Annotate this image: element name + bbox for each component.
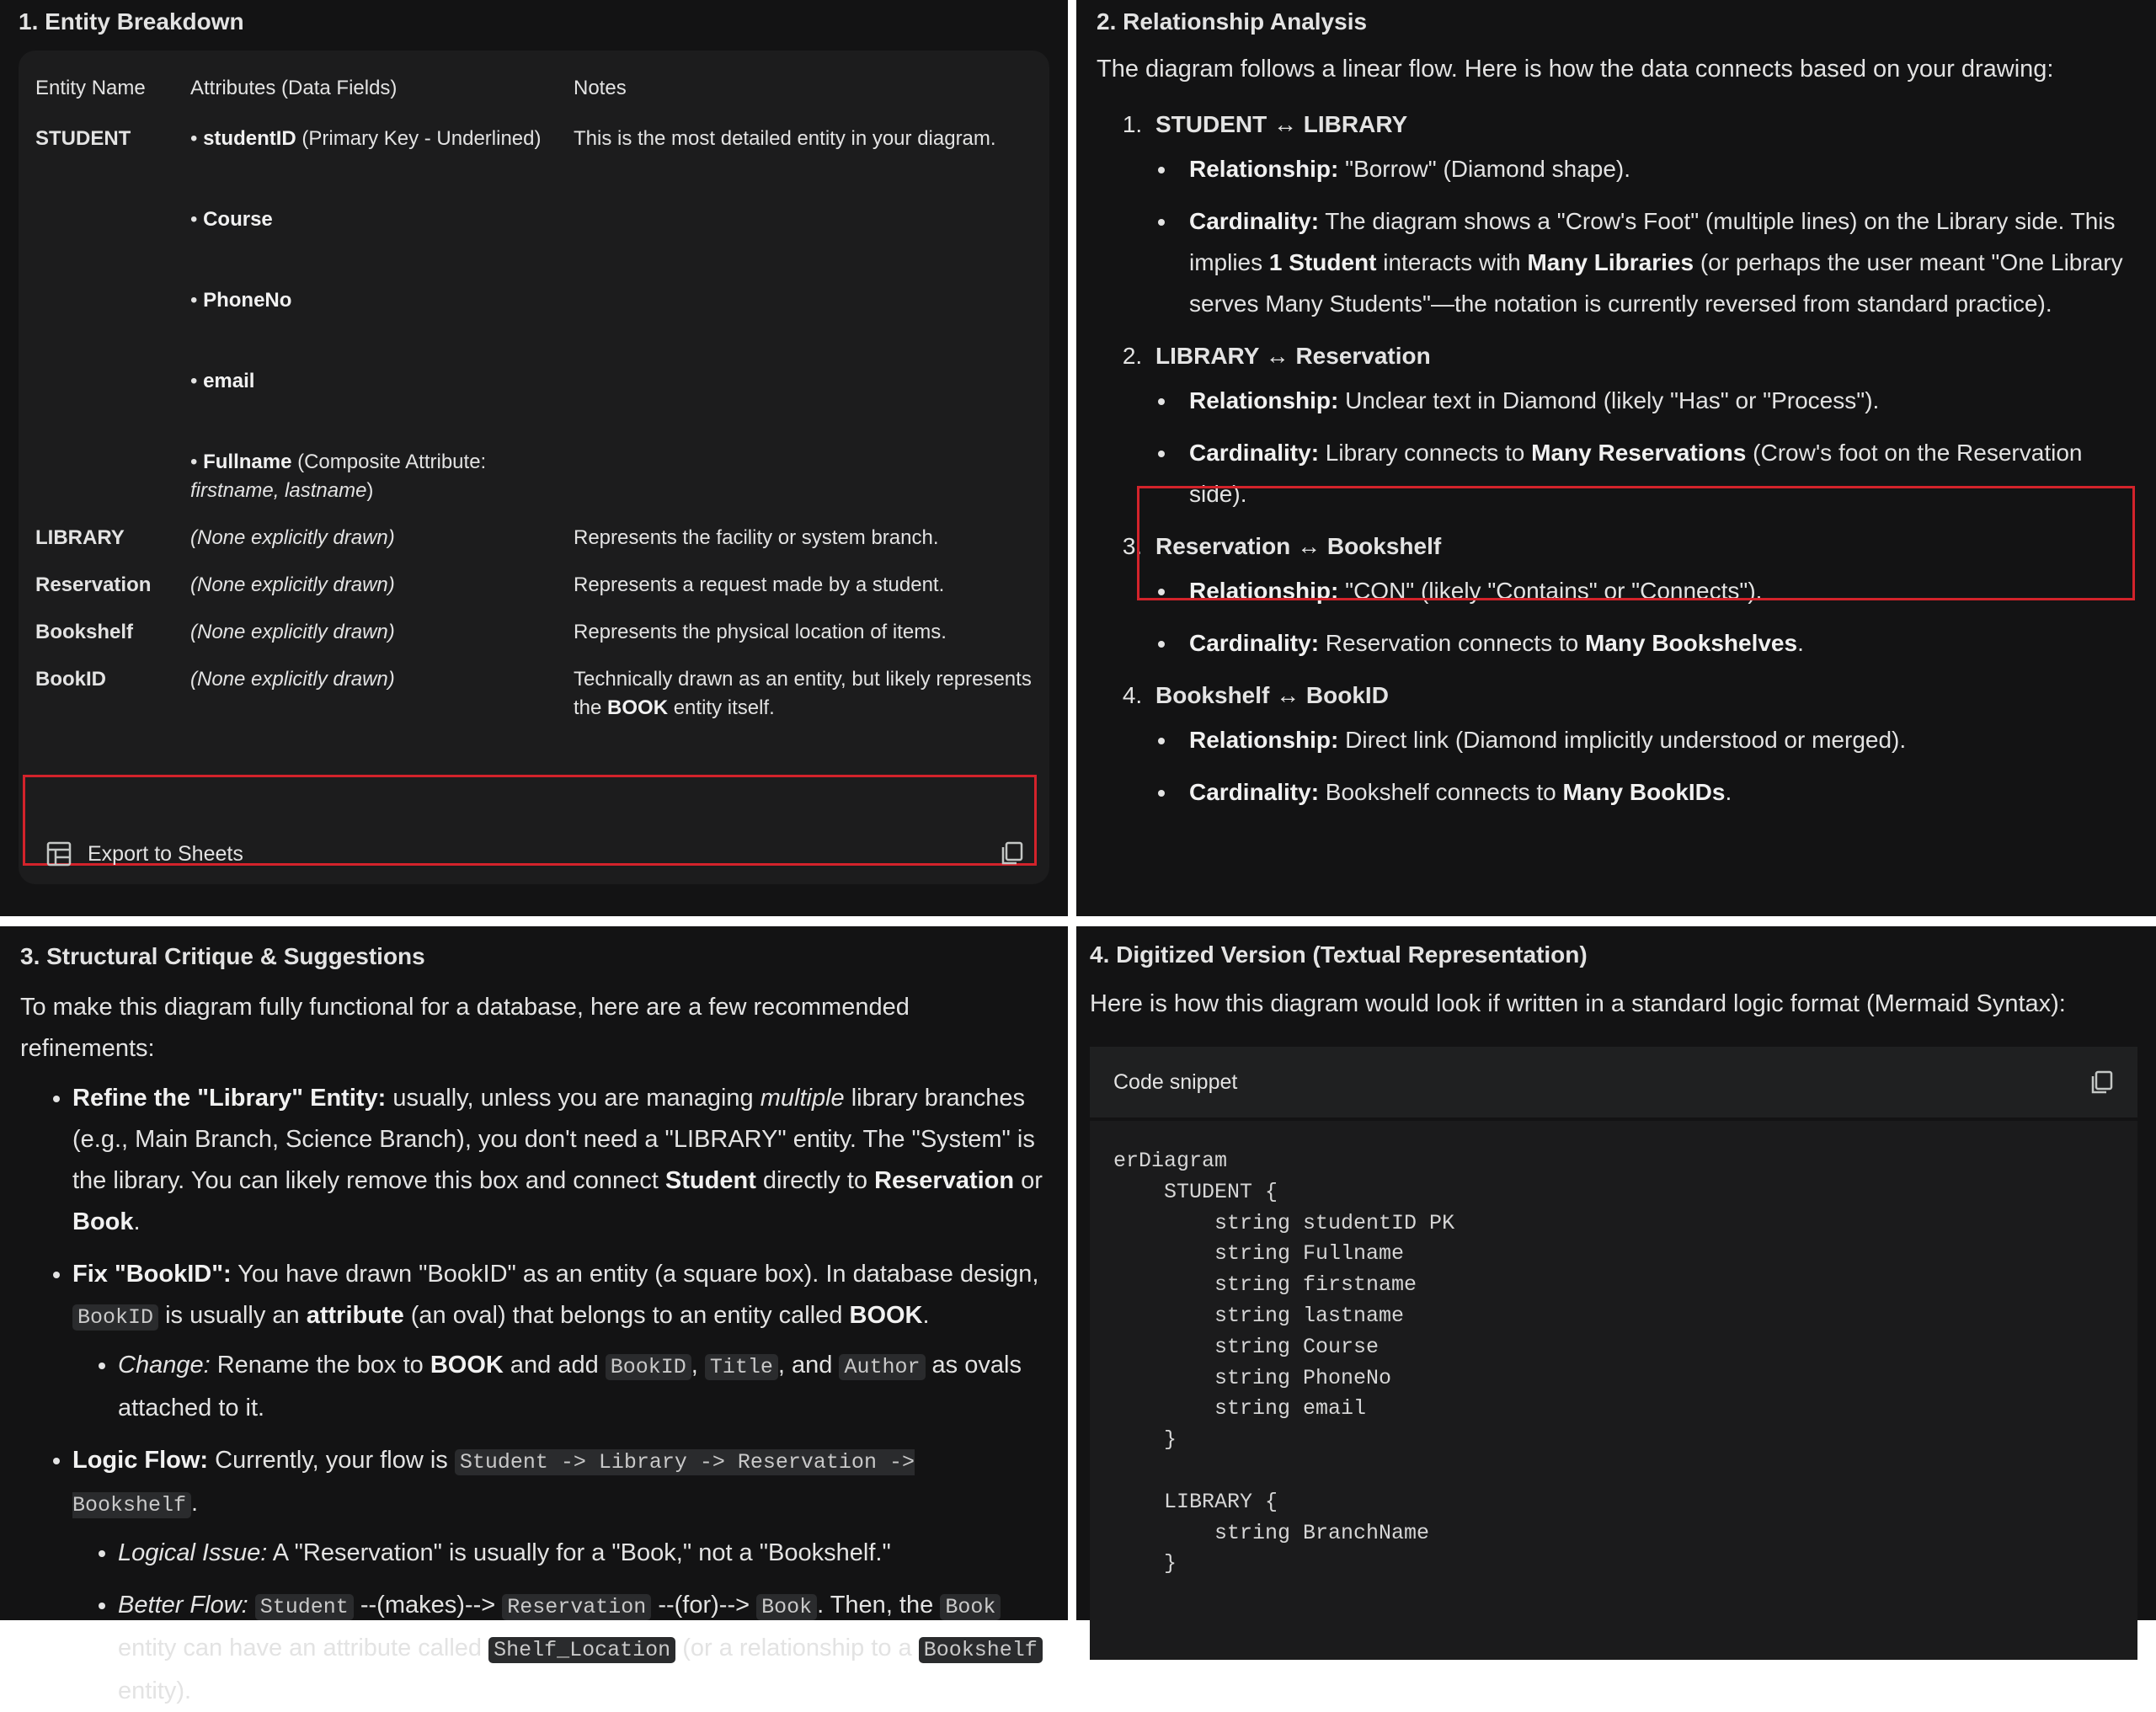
code-block: erDiagram STUDENT { string studentID PK string Fullname string firstname string lastname string Course string PhoneNo string email } LIBRARY { string BranchName } <box>1090 1121 2137 1660</box>
attributes-cell: (None explicitly drawn) <box>190 668 395 691</box>
list-item: • Refine the "Library" Entity: usually, unless you are managing multiple library branches (e.g., Main Branch, Science Branch), you don't need a "LIBRARY" entity. The "System" is the library. You can likely remove this box and connect Student directly to Reservation or Book. <box>72 1078 1049 1243</box>
entity-name: BookID <box>35 668 106 691</box>
list-item <box>1149 675 2137 813</box>
structural-critique-panel <box>0 926 1068 1704</box>
code-snippet-label: Code snippet <box>1113 1069 1238 1094</box>
highlight-box <box>1137 486 2135 600</box>
copy-icon[interactable] <box>999 840 1024 866</box>
list-item: • Change: Rename the box to BOOK and add BookID , Title , and Author as ovals attached to it. <box>118 1345 1049 1429</box>
attribute-item: • email <box>190 370 255 392</box>
intro-text: To make this diagram fully functional for a database, here are a few recommended refinements: <box>20 994 910 1062</box>
attributes-cell: (None explicitly drawn) <box>190 621 395 643</box>
notes-cell: Represents the physical location of items. <box>574 621 947 643</box>
entity-table-card <box>19 51 1049 884</box>
export-to-sheets-button[interactable] <box>45 840 243 867</box>
attribute-item: • PhoneNo <box>190 289 292 312</box>
list-item: • Cardinality: Reservation connects to Many Bookshelves. <box>1177 622 2137 664</box>
notes-cell: Technically drawn as an entity, but likely represents the BOOK entity itself. <box>574 668 1032 719</box>
notes-cell: This is the most detailed entity in your diagram. <box>574 127 996 150</box>
table-row <box>35 564 1033 611</box>
list-item <box>1149 104 2137 324</box>
entity-name: STUDENT <box>35 127 131 150</box>
section-title-digitized: 4. Digitized Version (Textual Representation) <box>1090 941 1588 968</box>
table-row <box>35 611 1033 659</box>
table-row <box>35 118 1033 517</box>
relationship-heading: LIBRARY ↔ Reservation <box>1155 343 1431 369</box>
attributes-cell <box>190 118 574 517</box>
attribute-item: • Fullname (Composite Attribute: firstname, lastname) <box>190 451 487 502</box>
entity-name: Bookshelf <box>35 621 134 643</box>
column-header: Entity Name <box>35 77 146 99</box>
relationship-heading: Reservation ↔ Bookshelf <box>1155 533 1442 559</box>
attribute-item: • studentID (Primary Key - Underlined) <box>190 127 542 150</box>
table-row <box>35 517 1033 564</box>
list-item: • Cardinality: The diagram shows a "Crow's Foot" (multiple lines) on the Library side. This implies 1 Student interacts with Many Libraries (or perhaps the user meant "One Library serves Many Students"—the notation is currently reversed from standard practice). <box>1177 200 2137 324</box>
copy-icon[interactable] <box>2089 1069 2114 1095</box>
relationship-analysis-panel <box>1076 0 2156 916</box>
table-header-row <box>35 66 1033 118</box>
list-item: • Cardinality: Bookshelf connects to Many BookIDs. <box>1177 771 2137 813</box>
list-item: • Relationship: Unclear text in Diamond (likely "Has" or "Process"). <box>1177 380 2137 421</box>
relationship-list <box>1097 104 2137 813</box>
table-row <box>35 659 1033 734</box>
entity-table <box>35 66 1033 734</box>
list-item: • Fix "BookID": You have drawn "BookID" as an entity (a square box). In database design, BookID is usually an attribute (an oval) that belongs to an entity called BOOK. • Change: Rename the box to BOOK and add BookID , Title , and Author as ovals attached to it. <box>72 1254 1049 1429</box>
list-item: • Logical Issue: A "Reservation" is usually for a "Book," not a "Bookshelf." <box>118 1533 1049 1574</box>
list-item: • Relationship: Direct link (Diamond implicitly understood or merged). <box>1177 719 2137 760</box>
intro-text: The diagram follows a linear flow. Here is how the data connects based on your drawing: <box>1097 56 2054 83</box>
code-snippet-card <box>1090 1047 2137 1636</box>
list-item: • Logic Flow: Currently, your flow is Student -> Library -> Reservation -> Bookshelf . • Logical Issue: A "Reservation" is usually for a "Book," not a "Bookshelf." • Better Flow: Student --(makes)--> Reservation --(for)--> Book . Then, the Book entity can have an attribute called Shelf_Location (or a relationship to a Bookshelf entity). <box>72 1440 1049 1712</box>
entity-breakdown-panel <box>0 0 1068 916</box>
relationship-heading: STUDENT ↔ LIBRARY <box>1155 111 1408 137</box>
intro-text: Here is how this diagram would look if written in a standard logic format (Mermaid Syntax): <box>1090 990 2066 1017</box>
digitized-version-panel <box>1076 926 2156 1620</box>
notes-cell: Represents a request made by a student. <box>574 573 945 596</box>
entity-name: LIBRARY <box>35 526 125 549</box>
attributes-cell: (None explicitly drawn) <box>190 526 395 549</box>
section-title-critique: 3. Structural Critique & Suggestions <box>20 943 425 969</box>
critique-list <box>20 1078 1049 1712</box>
list-item: • Cardinality: Library connects to Many Reservations (Crow's foot on the Reservation side). <box>1177 432 2137 515</box>
section-title-relationship: 2. Relationship Analysis <box>1097 8 1368 35</box>
column-header: Notes <box>574 77 627 99</box>
attributes-cell: (None explicitly drawn) <box>190 573 395 596</box>
list-item: • Relationship: "CON" (likely "Contains" or "Connects"). <box>1177 570 2137 611</box>
entity-name: Reservation <box>35 573 152 596</box>
attribute-item: • Course <box>190 208 273 231</box>
table-icon <box>45 840 72 867</box>
list-item: • Better Flow: Student --(makes)--> Reservation --(for)--> Book . Then, the Book entity can have an attribute called Shelf_Location (or a relationship to a Bookshelf entity). <box>118 1585 1049 1712</box>
relationship-heading: Bookshelf ↔ BookID <box>1155 682 1389 708</box>
notes-cell: Represents the facility or system branch. <box>574 526 939 549</box>
list-item: • Relationship: "Borrow" (Diamond shape). <box>1177 148 2137 189</box>
column-header: Attributes (Data Fields) <box>190 77 398 99</box>
section-title-entity: 1. Entity Breakdown <box>19 8 244 35</box>
export-label: Export to Sheets <box>88 841 243 866</box>
code-snippet-header <box>1090 1047 2137 1121</box>
